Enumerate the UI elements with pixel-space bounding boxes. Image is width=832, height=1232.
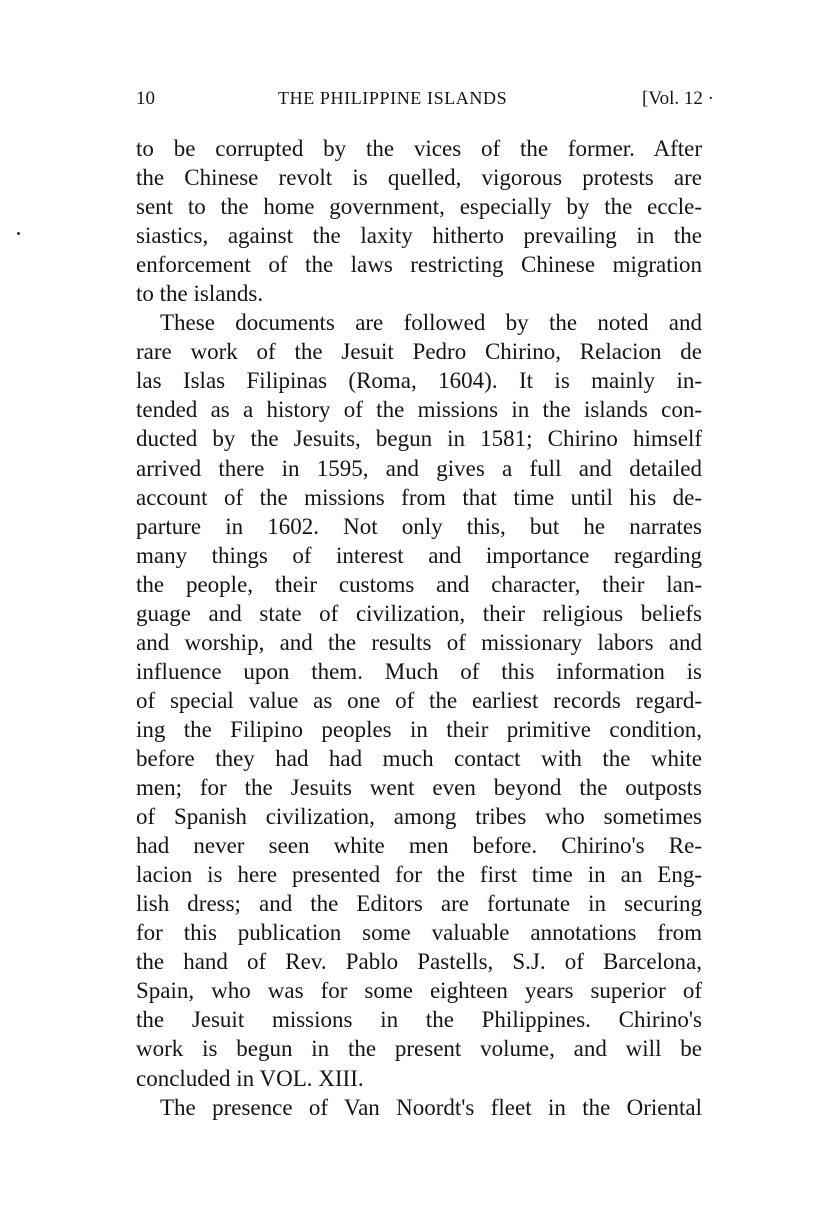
text-line: had never seen white men before. Chirino's Re- <box>136 833 702 859</box>
text-line: siastics, against the laxity hitherto prevailing in the <box>136 223 702 249</box>
text-line: to the islands. <box>136 281 264 307</box>
stray-ink-dot <box>17 232 20 235</box>
text-line: parture in 1602. Not only this, but he narrates <box>136 513 702 539</box>
text-line: The presence of Van Noordt's fleet in the Oriental <box>160 1094 702 1120</box>
volume-label: [Vol. 12 · <box>642 88 714 109</box>
text-line: before they had had much contact with the white <box>136 745 702 771</box>
text-line: These documents are followed by the noted and <box>160 310 702 336</box>
page-number: 10 <box>136 88 155 109</box>
text-line: influence upon them. Much of this information is <box>136 658 702 684</box>
running-head <box>136 88 714 112</box>
text-line: concluded in VOL. XIII. <box>136 1065 364 1091</box>
text-line: tended as a history of the missions in the islands con- <box>136 397 702 423</box>
text-line: ducted by the Jesuits, begun in 1581; Chirino himself <box>136 426 702 452</box>
text-line: ing the Filipino peoples in their primitive condition, <box>136 716 702 742</box>
text-line: the Chinese revolt is quelled, vigorous protests are <box>136 165 702 191</box>
text-line: Spain, who was for some eighteen years superior of <box>136 978 702 1004</box>
text-line: and worship, and the results of missionary labors and <box>136 629 702 655</box>
text-line: enforcement of the laws restricting Chinese migration <box>136 252 702 278</box>
text-line: of special value as one of the earliest records regard- <box>136 687 702 713</box>
text-line: sent to the home government, especially by the eccle- <box>136 194 702 220</box>
running-title: THE PHILIPPINE ISLANDS <box>278 88 508 108</box>
text-line: rare work of the Jesuit Pedro Chirino, Relacion de <box>136 339 702 365</box>
text-line: arrived there in 1595, and gives a full and detailed <box>136 455 702 481</box>
text-line: many things of interest and importance regarding <box>136 542 702 568</box>
text-line: lacion is here presented for the first time in an Eng- <box>136 862 702 888</box>
text-line: the Jesuit missions in the Philippines. Chirino's <box>136 1007 702 1033</box>
text-line: to be corrupted by the vices of the former. After <box>136 136 702 161</box>
body-text <box>136 134 702 1122</box>
text-line: lish dress; and the Editors are fortunate in securing <box>136 891 702 917</box>
text-line: the people, their customs and character, their lan- <box>136 571 702 597</box>
text-line: las Islas Filipinas (Roma, 1604). It is mainly in- <box>136 368 702 394</box>
text-line: guage and state of civilization, their religious beliefs <box>136 600 702 626</box>
text-line: the hand of Rev. Pablo Pastells, S.J. of Barcelona, <box>136 949 702 975</box>
text-line: men; for the Jesuits went even beyond the outposts <box>136 775 702 801</box>
text-line: of Spanish civilization, among tribes who sometimes <box>136 804 702 830</box>
text-line: work is begun in the present volume, and will be <box>136 1036 702 1062</box>
text-line: account of the missions from that time until his de- <box>136 484 702 510</box>
text-line: for this publication some valuable annotations from <box>136 920 702 946</box>
